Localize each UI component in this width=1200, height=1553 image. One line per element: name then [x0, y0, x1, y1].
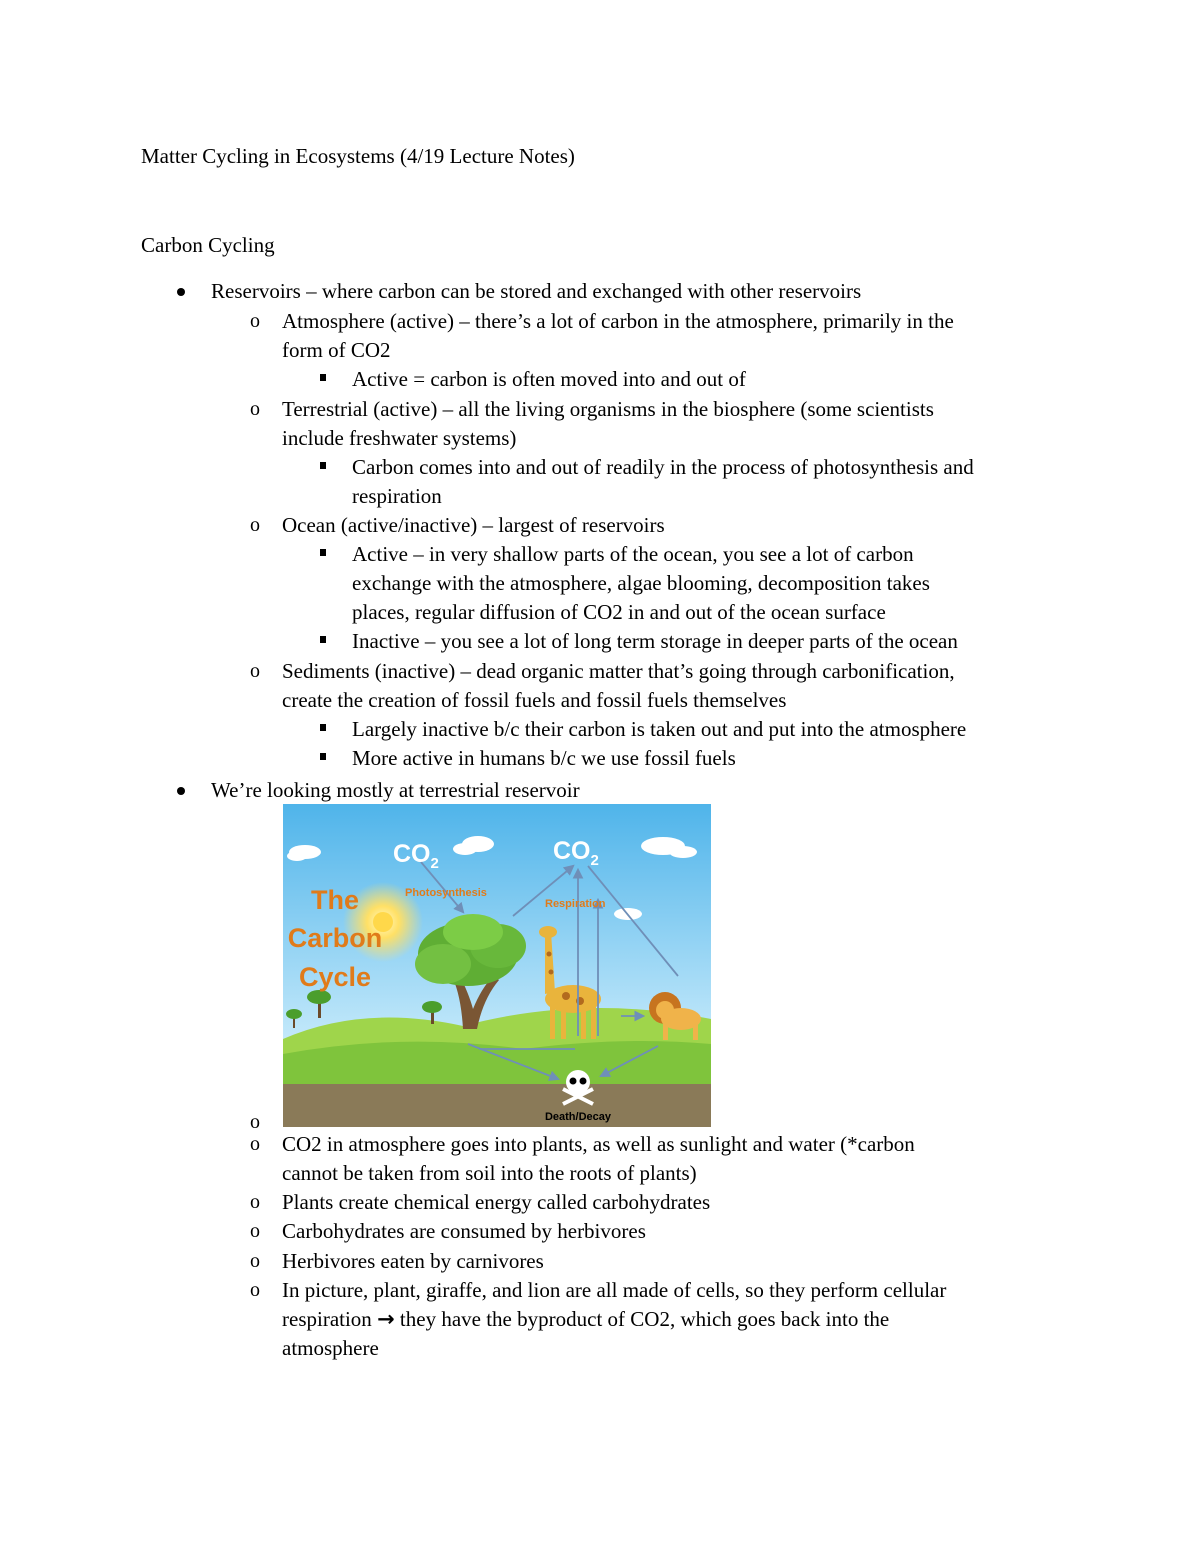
ocean-sub1-line1: Active – in very shallow parts of the ocean, you see a lot of carbon [352, 542, 914, 566]
point-5-line2-b: they have the byproduct of CO2, which goes back into the [394, 1307, 890, 1331]
co2-right-label: $CO_2$ [553, 837, 599, 869]
ocean-sub2: Inactive – you see a lot of long term storage in deeper parts of the ocean [352, 629, 958, 653]
terrestrial-sub1-line2: respiration [352, 484, 442, 508]
point-1-line1: CO2 in atmosphere goes into plants, as well as sunlight and water (*carbon [282, 1132, 915, 1156]
bullet-disc [177, 787, 185, 795]
bullet-circle: o [250, 1133, 260, 1155]
bullet-circle: o [250, 1220, 260, 1242]
atmosphere-line1: Atmosphere (active) – there’s a lot of carbon in the atmosphere, primarily in the [282, 309, 954, 333]
figure-title-line3: Cycle [298, 962, 372, 992]
figure-title-line2: Carbon [287, 923, 383, 953]
photosynthesis-label: Photosynthesis [405, 887, 487, 899]
sediments-sub2: More active in humans b/c we use fossil fuels [352, 746, 736, 770]
right-arrow-icon: → [377, 1307, 395, 1331]
death-decay-label: Death/Decay [544, 1111, 612, 1123]
point-5-line2-a: respiration [282, 1307, 378, 1331]
point-5-line3: atmosphere [282, 1336, 379, 1360]
sediments-sub1: Largely inactive b/c their carbon is taken out and put into the atmosphere [352, 717, 967, 741]
ocean-sub1-line2: exchange with the atmosphere, algae blooming, decomposition takes [352, 571, 930, 595]
bullet-square [320, 753, 326, 760]
terrestrial-sub1-line1: Carbon comes into and out of readily in the process of photosynthesis and [352, 455, 974, 479]
atmosphere-sub1: Active = carbon is often moved into and out of [352, 367, 746, 391]
terrestrial-line2: include freshwater systems) [282, 426, 517, 450]
bullet-circle: o [250, 1279, 260, 1301]
soil [283, 1084, 711, 1127]
bullet-square [320, 374, 326, 381]
bullet-circle: o [250, 660, 260, 682]
bullet-circle: o [250, 398, 260, 420]
bullet-circle: o [250, 1111, 260, 1133]
section-heading: Carbon Cycling [141, 233, 275, 257]
terrestrial-line1: Terrestrial (active) – all the living organisms in the biosphere (some scientists [282, 397, 934, 421]
point-1-line2: cannot be taken from soil into the roots of plants) [282, 1161, 697, 1185]
ocean-line1: Ocean (active/inactive) – largest of reservoirs [282, 513, 665, 537]
bullet-circle: o [250, 1191, 260, 1213]
bullet-circle: o [250, 310, 260, 332]
ocean-sub1-line3: places, regular diffusion of CO2 in and out of the ocean surface [352, 600, 886, 624]
bullet-square [320, 549, 326, 556]
point-3: Carbohydrates are consumed by herbivores [282, 1219, 646, 1243]
terrestrial-focus-bullet: We’re looking mostly at terrestrial reservoir [211, 778, 580, 802]
bullet-square [320, 636, 326, 643]
point-4: Herbivores eaten by carnivores [282, 1249, 544, 1273]
reservoirs-bullet: Reservoirs – where carbon can be stored and exchanged with other reservoirs [211, 279, 862, 303]
point-2: Plants create chemical energy called carbohydrates [282, 1190, 711, 1214]
bullet-circle: o [250, 1250, 260, 1272]
figure-title-line1: The [310, 885, 360, 915]
point-5-line2 [282, 1305, 889, 1334]
bullet-square [320, 462, 326, 469]
bullet-disc [177, 288, 185, 296]
respiration-label: Respiration [545, 898, 606, 910]
sediments-line1: Sediments (inactive) – dead organic matter that’s going through carbonification, [282, 659, 955, 683]
bullet-square [320, 724, 326, 731]
co2-left-label: $CO_2$ [393, 840, 439, 872]
point-5-line1: In picture, plant, giraffe, and lion are all made of cells, so they perform cellular [282, 1278, 947, 1302]
bullet-circle: o [250, 514, 260, 536]
carbon-cycle-figure [283, 804, 711, 1127]
sediments-line2: create the creation of fossil fuels and fossil fuels themselves [282, 688, 787, 712]
page-title: Matter Cycling in Ecosystems (4/19 Lecture Notes) [141, 144, 575, 168]
atmosphere-line2: form of CO2 [282, 338, 391, 362]
